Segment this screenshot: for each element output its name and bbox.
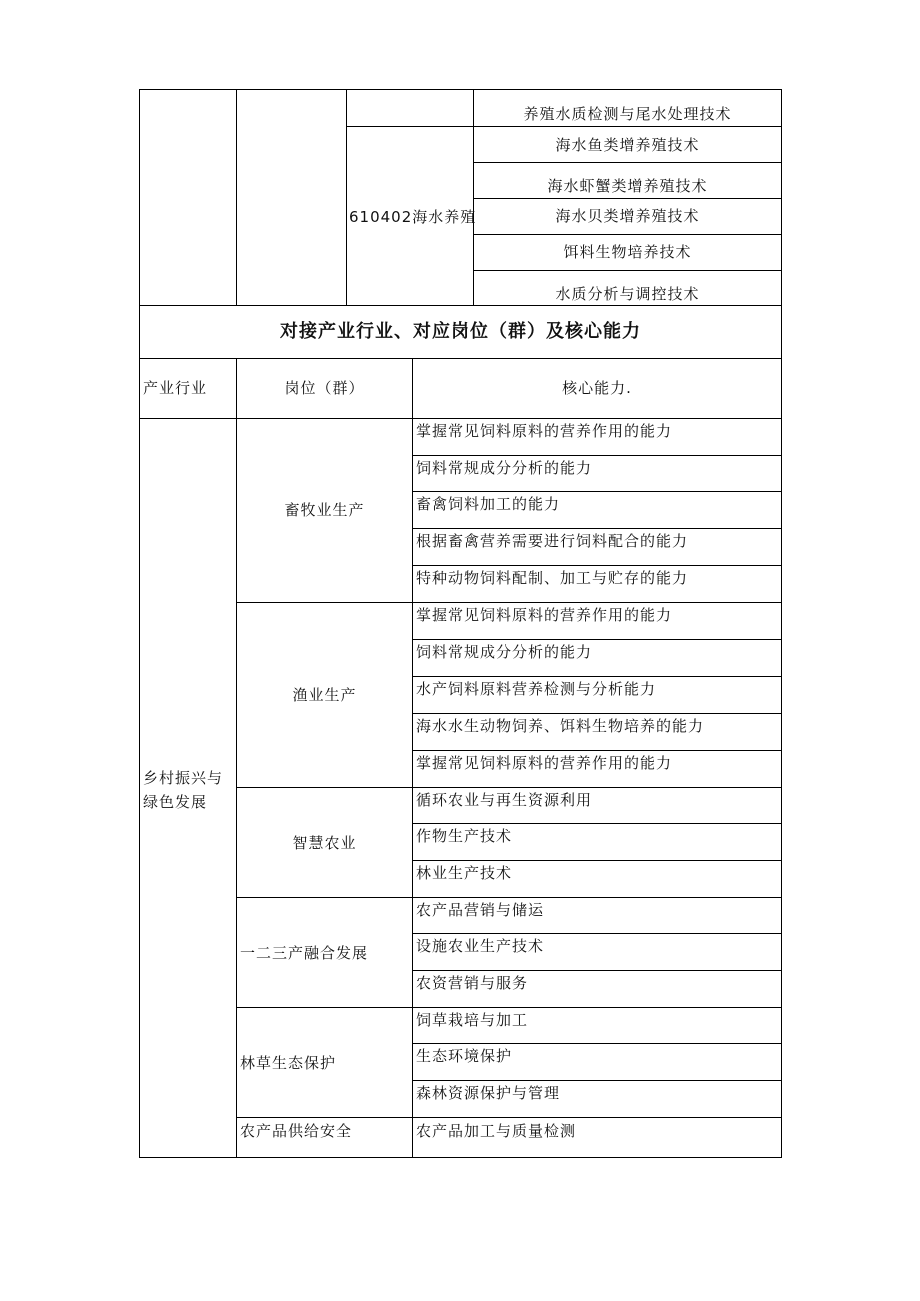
position-cell: 渔业生产 bbox=[292, 686, 357, 704]
ability-cell: 掌握常见饲料原料的营养作用的能力 bbox=[416, 754, 673, 772]
table-border-right bbox=[781, 89, 782, 1158]
position-cell: 农产品供给安全 bbox=[240, 1122, 353, 1140]
ability-row-line bbox=[412, 713, 782, 714]
group-separator bbox=[236, 602, 782, 603]
ability-row-line bbox=[412, 676, 782, 677]
header-divider-2 bbox=[412, 358, 413, 1158]
table-border-left bbox=[139, 89, 140, 1158]
course-cell: 养殖水质检测与尾水处理技术 bbox=[523, 105, 732, 123]
ability-cell: 森林资源保护与管理 bbox=[416, 1084, 561, 1102]
top-divider-1 bbox=[236, 89, 237, 305]
top-row-line bbox=[473, 198, 782, 199]
ability-cell: 循环农业与再生资源利用 bbox=[416, 791, 593, 809]
ability-row-line bbox=[412, 1080, 782, 1081]
ability-row-line bbox=[412, 750, 782, 751]
ability-cell: 掌握常见饲料原料的营养作用的能力 bbox=[416, 606, 673, 624]
header-divider-1 bbox=[236, 358, 237, 1158]
position-cell: 一二三产融合发展 bbox=[240, 944, 369, 962]
ability-cell: 饲草栽培与加工 bbox=[416, 1011, 529, 1029]
header-industry: 产业行业 bbox=[143, 379, 208, 397]
group-separator bbox=[236, 787, 782, 788]
ability-row-line bbox=[412, 491, 782, 492]
ability-cell: 水产饲料原料营养检测与分析能力 bbox=[416, 680, 657, 698]
top-row-line bbox=[346, 126, 782, 127]
ability-cell: 掌握常见饲料原料的营养作用的能力 bbox=[416, 422, 673, 440]
position-cell: 智慧农业 bbox=[292, 834, 357, 852]
ability-cell: 海水水生动物饲养、饵料生物培养的能力 bbox=[416, 717, 705, 735]
ability-cell: 农资营销与服务 bbox=[416, 974, 529, 992]
ability-row-line bbox=[412, 933, 782, 934]
group-separator bbox=[236, 1117, 782, 1118]
top-row-line bbox=[473, 234, 782, 235]
major-code-name: 610402海水养殖 bbox=[349, 208, 477, 226]
header-position: 岗位（群） bbox=[284, 379, 365, 397]
ability-row-line bbox=[412, 639, 782, 640]
course-cell: 海水贝类增养殖技术 bbox=[555, 207, 700, 225]
ability-cell: 农产品营销与储运 bbox=[416, 901, 545, 919]
section-title: 对接产业行业、对应岗位（群）及核心能力 bbox=[280, 321, 641, 342]
position-cell: 畜牧业生产 bbox=[284, 501, 365, 519]
top-row-line bbox=[473, 270, 782, 271]
ability-cell: 特种动物饲料配制、加工与贮存的能力 bbox=[416, 569, 689, 587]
ability-cell: 饲料常规成分分析的能力 bbox=[416, 643, 593, 661]
ability-row-line bbox=[412, 455, 782, 456]
top-row-line bbox=[473, 162, 782, 163]
ability-row-line bbox=[412, 565, 782, 566]
ability-row-line bbox=[412, 1043, 782, 1044]
top-divider-2 bbox=[346, 89, 347, 305]
ability-cell: 作物生产技术 bbox=[416, 827, 513, 845]
ability-row-line bbox=[412, 823, 782, 824]
course-cell: 水质分析与调控技术 bbox=[555, 285, 700, 303]
ability-cell: 农产品加工与质量检测 bbox=[416, 1122, 577, 1140]
ability-cell: 设施农业生产技术 bbox=[416, 937, 545, 955]
ability-cell: 生态环境保护 bbox=[416, 1047, 513, 1065]
ability-cell: 饲料常规成分分析的能力 bbox=[416, 459, 593, 477]
group-separator bbox=[236, 1007, 782, 1008]
top-section-bottom bbox=[139, 305, 782, 306]
ability-row-line bbox=[412, 528, 782, 529]
ability-row-line bbox=[412, 970, 782, 971]
ability-cell: 林业生产技术 bbox=[416, 864, 513, 882]
ability-cell: 畜禽饲料加工的能力 bbox=[416, 495, 561, 513]
position-cell: 林草生态保护 bbox=[240, 1054, 337, 1072]
course-cell: 海水鱼类增养殖技术 bbox=[555, 136, 700, 154]
industry-name: 乡村振兴与绿色发展 bbox=[143, 769, 224, 811]
group-separator bbox=[236, 897, 782, 898]
header-row-bottom bbox=[139, 418, 782, 419]
ability-cell: 根据畜禽营养需要进行饲料配合的能力 bbox=[416, 532, 689, 550]
course-cell: 饵料生物培养技术 bbox=[563, 243, 692, 261]
ability-row-line bbox=[412, 860, 782, 861]
header-ability: 核心能力. bbox=[562, 379, 632, 397]
course-cell: 海水虾蟹类增养殖技术 bbox=[547, 177, 708, 195]
